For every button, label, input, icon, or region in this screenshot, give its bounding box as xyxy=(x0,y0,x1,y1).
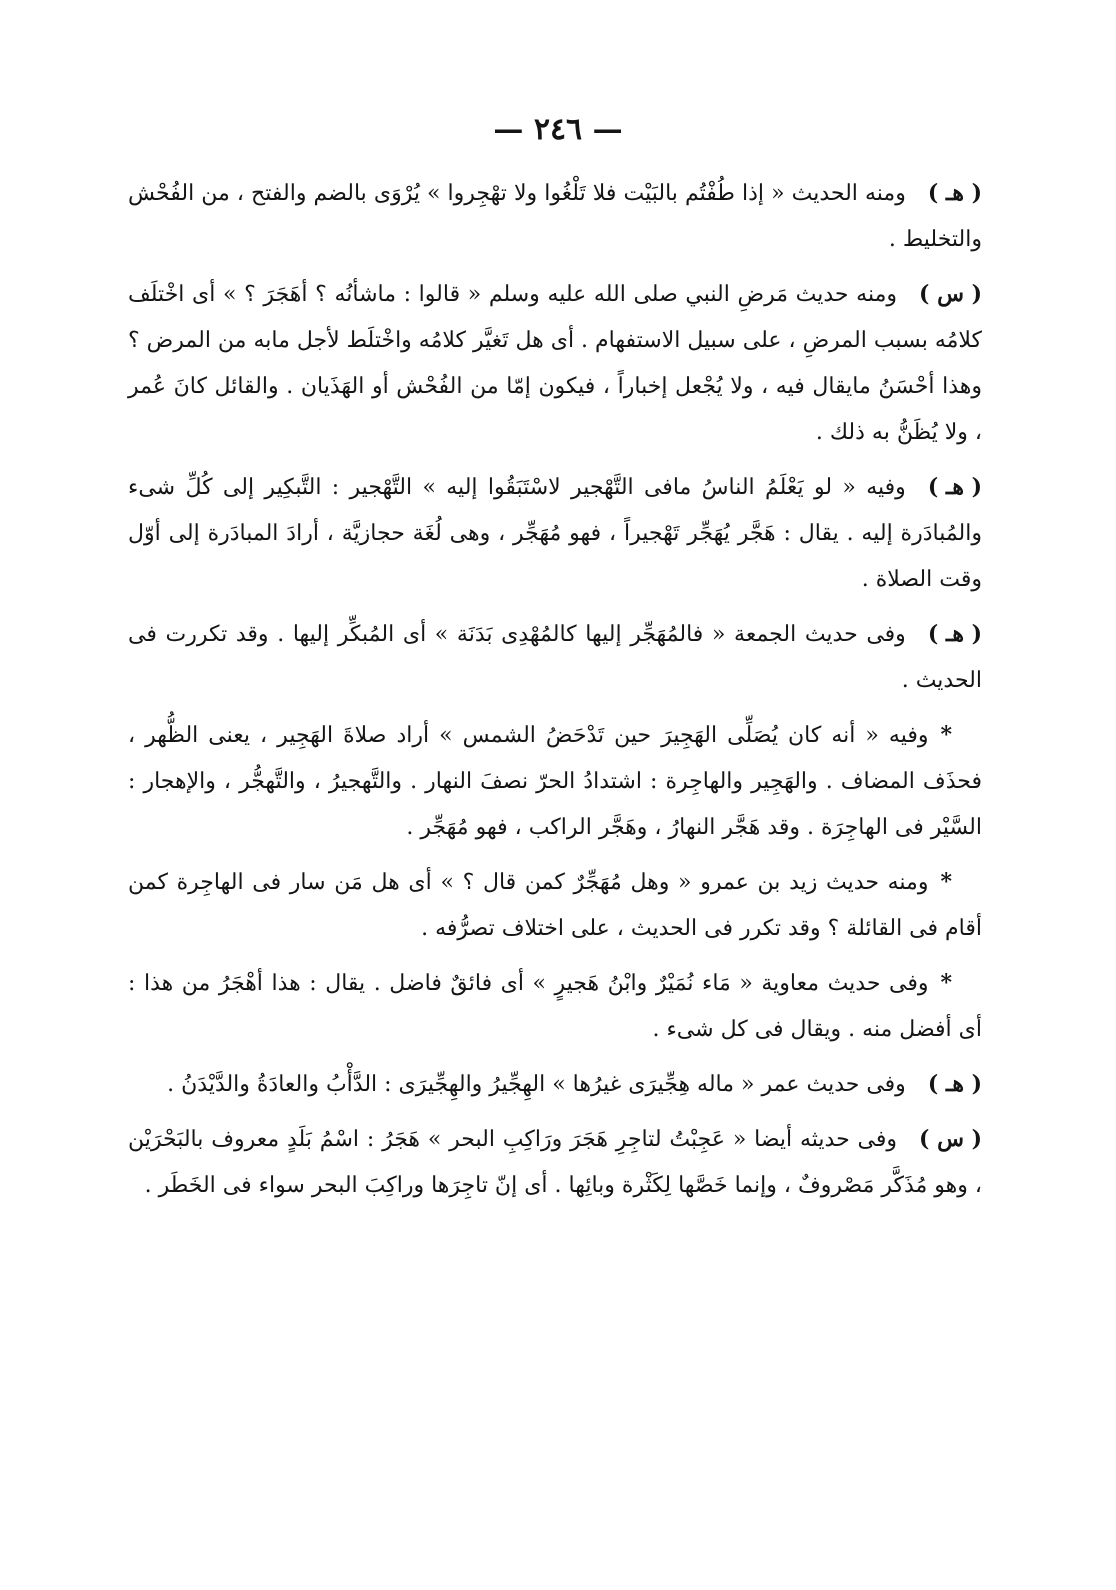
entry-paragraph xyxy=(128,1061,982,1108)
entry-text: وفى حديث معاوية « مَاء نُمَيْرٌ وابْنُ هَجيرٍ » أى فائقٌ فاضل . يقال : هذا أهْجَرُ من هذا : أى أفضل منه . ويقال فى كل شىء . xyxy=(128,971,982,1042)
entry-paragraph xyxy=(128,960,982,1053)
entry-marker: ( هـ ) xyxy=(927,474,982,500)
entry-text: وفى حديث الجمعة « فالمُهَجِّر إليها كالمُهْدِى بَدَنَة » أى المُبكِّر إليها . وقد تكررت فى الحديث . xyxy=(128,622,982,693)
entry-marker: ( هـ ) xyxy=(927,621,982,647)
entry-marker: ( س ) xyxy=(919,1126,982,1152)
entry-marker: ( س ) xyxy=(919,281,982,307)
entry-marker: ( هـ ) xyxy=(927,1071,982,1097)
entry-paragraph xyxy=(128,170,982,263)
entry-paragraph xyxy=(128,611,982,704)
entry-paragraph xyxy=(128,712,982,851)
entry-text: ومنه الحديث « إذا طُفْتُم بالبَيْت فلا تَلْغُوا ولا تهْجِروا » يُرْوَى بالضم والفتح ، من الفُحْش والتخليط . xyxy=(128,181,982,252)
entry-marker: ( هـ ) xyxy=(927,180,982,206)
entry-paragraph xyxy=(128,464,982,603)
entry-paragraph xyxy=(128,859,982,952)
page-number: — ٢٤٦ — xyxy=(493,112,623,147)
entry-paragraph xyxy=(128,271,982,456)
entry-marker: * xyxy=(940,869,952,895)
entry-text: ومنه حديث زيد بن عمرو « وهل مُهَجِّرٌ كمن قال ؟ » أى هل مَن سار فى الهاجِرة كمن أقام فى القائلة ؟ وقد تكرر فى الحديث ، على اختلاف تصرُّفه . xyxy=(128,870,982,941)
entry-text: وفى حديثه أيضا « عَجِبْتُ لتاجِرِ هَجَرَ ورَاكِبِ البحر » هَجَرُ : اسْمُ بَلَدٍ معروف بالبَحْرَيْن ، وهو مُذَكَّر مَصْروفٌ ، وإنما خَصَّها لِكَثْرة وبائِها . أى إنّ تاجِرَها وراكِبَ البحر سواء فى الخَطَر . xyxy=(128,1127,982,1198)
entry-paragraph xyxy=(128,1116,982,1209)
entry-text: وفيه « لو يَعْلَمُ الناسُ مافى التَّهْجير لاسْتَبَقُوا إليه » التَّهْجير : التَّبكِير إلى كُلِّ شىء والمُبادَرة إليه . يقال : هَجَّر يُهَجِّر تَهْجيراً ، فهو مُهَجِّر ، وهى لُغَة حجازيَّة ، أرادَ المبادَرة إلى أوّل وقت الصلاة . xyxy=(128,475,982,592)
entry-marker: * xyxy=(940,722,952,748)
entry-text: وفيه « أنه كان يُصَلِّى الهَجِيرَ حين تَدْحَضُ الشمس » أراد صلاةَ الهَجِير ، يعنى الظُّهر ، فحذَف المضاف . والهَجِير والهاجِرة : اشتدادُ الحرّ نصفَ النهار . والتَّهجيرُ ، والتَّهجُّر ، والإهجار : السَّيْر فى الهاجِرَة . وقد هَجَّر النهارُ ، وهَجَّر الراكب ، فهو مُهَجِّر . xyxy=(128,723,982,840)
entry-marker: * xyxy=(940,970,952,996)
body-text xyxy=(128,170,982,1217)
entry-text: ومنه حديث مَرضِ النبي صلى الله عليه وسلم « قالوا : ماشأنُه ؟ أهَجَرَ ؟ » أى اخْتلَف كلامُه بسبب المرضِ ، على سبيل الاستفهام . أى هل تَغيَّر كلامُه واخْتلَط لأجل مابه من المرض ؟ وهذا أحْسَنُ مايقال فيه ، ولا يُجْعل إخباراً ، فيكون إمّا من الفُحْش أو الهَذَيان . والقائل كانَ عُمر ، ولا يُظَنُّ به ذلك . xyxy=(128,282,982,445)
entry-text: وفى حديث عمر « ماله هِجِّيرَى غيرُها » الهِجِّيرُ والهِجِّيرَى : الدَّأْبُ والعادَةُ والدَّيْدَنُ . xyxy=(167,1072,906,1097)
